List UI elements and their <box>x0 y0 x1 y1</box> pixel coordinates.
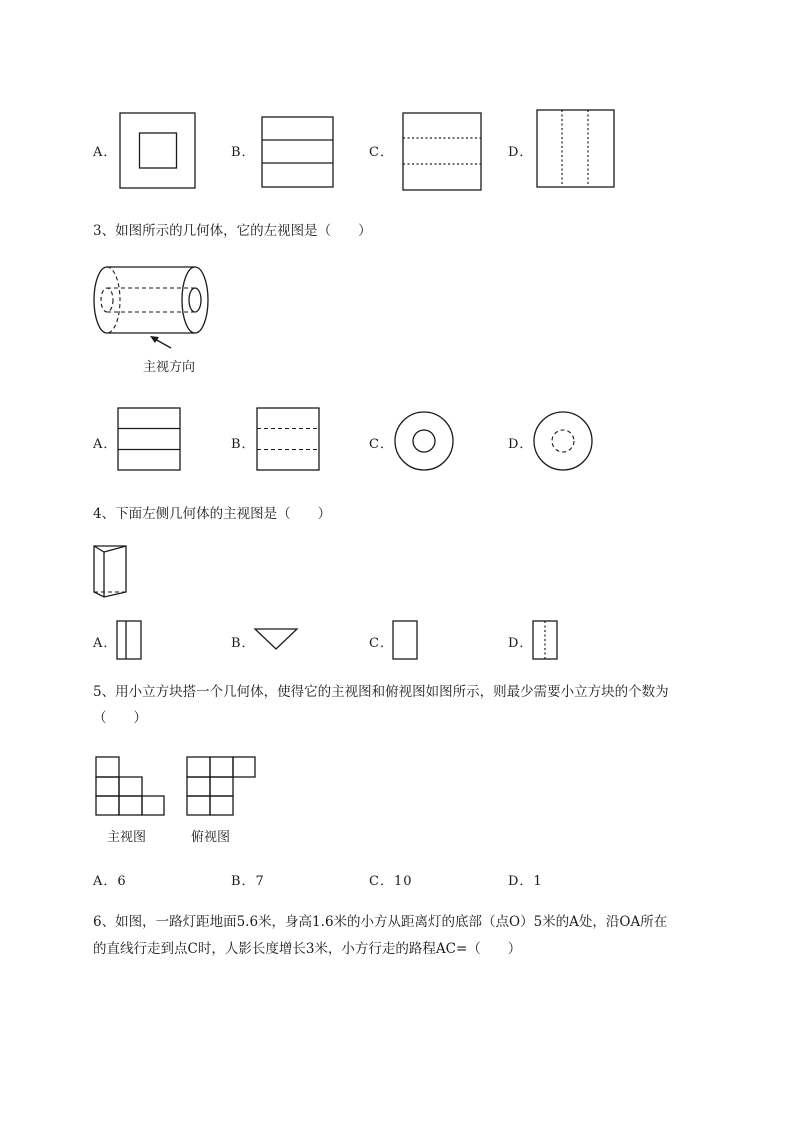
q4-option-c-label: C． <box>369 636 394 651</box>
q2-option-d-figure <box>536 109 616 189</box>
q2-option-b-figure <box>261 116 335 190</box>
q3-view-direction-label: 主视方向 <box>143 360 196 375</box>
q3-option-a-figure <box>117 407 183 473</box>
q6-text-line1: 6、如图，一路灯距地面5.6米，身高1.6米的小方从距离灯的底部（点O）5米的A处，沿OA所在 <box>93 914 668 930</box>
q2-option-a-figure <box>119 112 197 190</box>
q5-top-view-figure <box>186 756 258 818</box>
q2-option-c-figure <box>402 112 484 192</box>
q3-option-d-figure <box>532 410 596 474</box>
q5-option-a: A．6 <box>93 874 127 889</box>
q4-option-b-label: B． <box>231 636 256 651</box>
q3-option-d-label: D． <box>508 437 534 452</box>
q3-option-b-label: B． <box>231 437 256 452</box>
q3-option-a-label: A． <box>93 437 118 452</box>
q3-option-b-figure <box>256 407 322 473</box>
q3-option-c-figure <box>393 410 457 474</box>
q2-option-a-label: A． <box>93 145 118 160</box>
q4-option-a-figure <box>116 620 144 662</box>
q5-option-b: B．7 <box>231 874 265 889</box>
q4-triangular-prism-figure <box>92 544 132 600</box>
q4-option-d-label: D． <box>508 636 534 651</box>
q5-option-c: C．10 <box>369 874 413 889</box>
q5-top-view-label: 俯视图 <box>191 830 231 845</box>
q3-hollow-cylinder-figure <box>92 266 214 348</box>
q4-option-d-figure <box>532 620 560 662</box>
q5-front-view-label: 主视图 <box>107 830 147 845</box>
q3-text: 3、如图所示的几何体，它的左视图是（ ） <box>93 223 372 239</box>
q4-option-c-figure <box>392 620 420 662</box>
q6-text-line2: 的直线行走到点C时，人影长度增长3米，小方行走的路程AC=（ ） <box>93 941 522 957</box>
q5-front-view-figure <box>95 756 167 818</box>
q2-option-d-label: D． <box>508 145 534 160</box>
q4-option-b-figure <box>254 628 300 652</box>
q4-option-a-label: A． <box>93 636 118 651</box>
q2-option-c-label: C． <box>369 145 394 160</box>
q2-option-b-label: B． <box>231 145 256 160</box>
q5-text-line1: 5、用小立方块搭一个几何体，使得它的主视图和俯视图如图所示，则最少需要小立方块的个数为 <box>93 684 669 700</box>
q3-option-c-label: C． <box>369 437 394 452</box>
q4-text: 4、下面左侧几何体的主视图是（ ） <box>93 506 332 522</box>
q5-option-d: D．1 <box>508 874 543 889</box>
q5-text-line2: （ ） <box>93 710 147 726</box>
